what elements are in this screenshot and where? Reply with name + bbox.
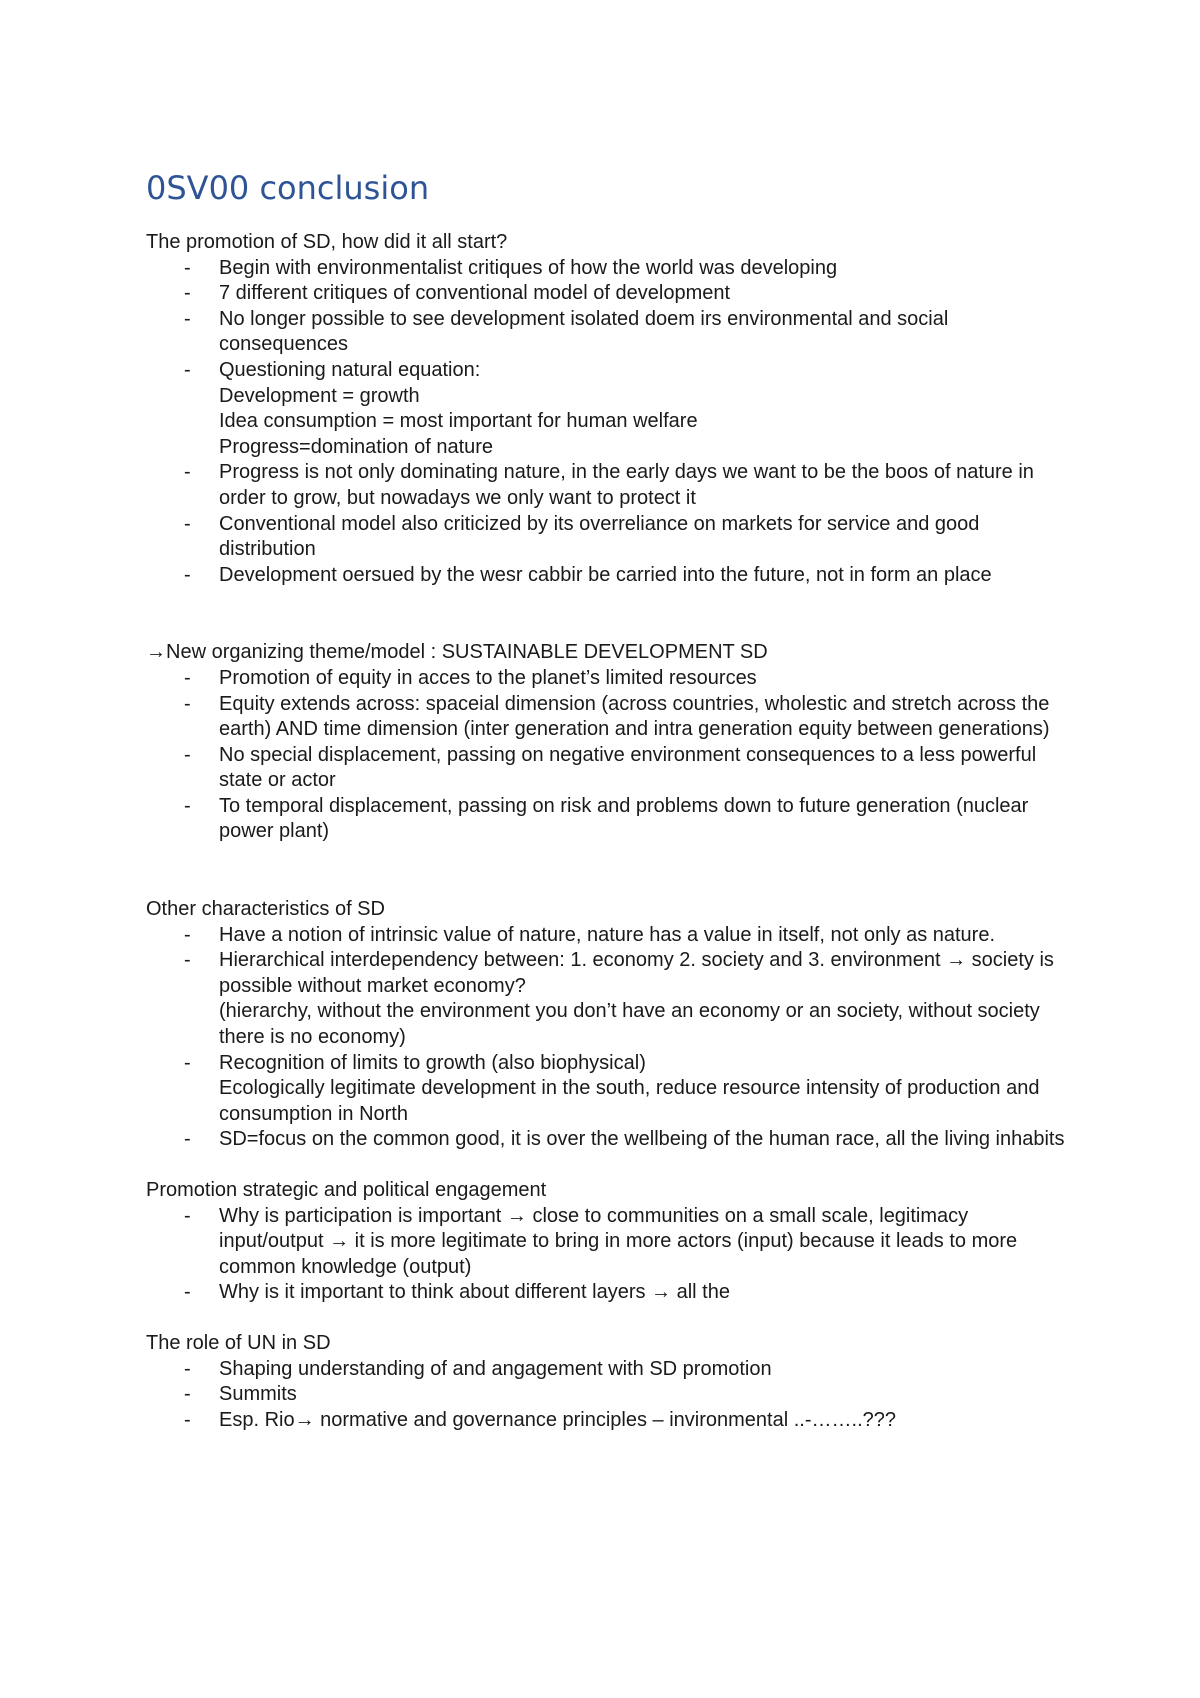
bullet-list [146,1204,1066,1306]
section-spacer [146,1306,1066,1331]
list-item [146,1408,1066,1434]
list-item [146,794,1066,845]
section-1 [146,640,1066,845]
list-item [146,512,1066,563]
list-item [146,1357,1066,1383]
list-item-text: - Have a notion of intrinsic value of nature, nature has a value in itself, not only as nature. [219,923,996,946]
section-spacer [146,588,1066,640]
list-item-text: - Why is participation is important → close to communities on a small scale, legitimacy input/output → it is more legitimate to bring in more actors (input) because it leads to more common knowledge (output) [219,1204,1018,1278]
bullet-list [146,1357,1066,1434]
list-item [146,1051,1066,1128]
list-item-text: - Equity extends across: spaceial dimension (across countries, wholestic and stretch across the earth) AND time dimension (inter generation and intra generation equity between generations) [219,692,1050,741]
section-2 [146,897,1066,1153]
list-item-text: (hierarchy, without the environment you don’t have an economy or an society, without society there is no economy) [219,1000,1040,1049]
section-heading: →New organizing theme/model : SUSTAINABLE DEVELOPMENT SD [146,641,768,664]
list-item-text: - Esp. Rio→ normative and governance principles – invironmental ..-……..??? [219,1408,896,1431]
document-body [146,168,1066,1433]
bullet-list [146,666,1066,845]
list-item [146,692,1066,743]
section-spacer [146,1153,1066,1178]
list-item [146,1127,1066,1153]
list-item [146,1280,1066,1306]
list-item-text: - Progress is not only dominating nature, in the early days we want to be the boos of nature in order to grow, but nowadays we only want to protect it [219,461,1034,509]
list-item [146,460,1066,511]
list-item [146,358,1066,460]
list-item-text: Development = growth [219,384,420,407]
list-item-text: - Promotion of equity in acces to the planet’s limited resources [219,666,757,689]
section-heading: Promotion strategic and political engagement [146,1179,547,1201]
section-3 [146,1178,1066,1306]
bullet-list [146,923,1066,1153]
list-item [146,256,1066,282]
list-item-text: - Development oersued by the wesr cabbir be carried into the future, not in form an place [219,563,992,586]
bullet-list [146,256,1066,589]
list-item-text: - Hierarchical interdependency between: 1. economy 2. society and 3. environment → society is possible without market economy? [219,949,1054,997]
list-item-text: - To temporal displacement, passing on risk and problems down to future generation (nuclear power plant) [219,794,1029,843]
section-0 [146,230,1066,588]
list-item [146,1382,1066,1408]
list-item-text: - Conventional model also criticized by its overreliance on markets for service and good distribution [219,512,980,561]
list-item-text: Progress=domination of nature [219,435,494,458]
list-item-text: - Shaping understanding of and angagement with SD promotion [219,1357,772,1380]
list-item-text: - Begin with environmentalist critiques of how the world was developing [219,256,838,279]
list-item [146,923,1066,949]
page-title: 0SV00 conclusion [146,169,430,207]
section-heading: The promotion of SD, how did it all start? [146,231,508,253]
list-item [146,281,1066,307]
list-item [146,666,1066,692]
list-item-text: Ecologically legitimate development in the south, reduce resource intensity of production and consumption in North [219,1077,1040,1125]
list-item [146,1204,1066,1281]
list-item-text: - SD=focus on the common good, it is over the wellbeing of the human race, all the living inhabits [219,1128,1065,1151]
list-item-text: - 7 different critiques of conventional model of development [219,282,731,305]
list-item-text: Idea consumption = most important for human welfare [219,410,698,433]
section-heading: Other characteristics of SD [146,898,385,921]
section-4 [146,1331,1066,1433]
section-heading: The role of UN in SD [146,1331,331,1354]
list-item-text: - Summits [219,1383,297,1406]
list-item-text: - No special displacement, passing on negative environment consequences to a less powerful state or actor [219,743,1037,792]
list-item-text: - Recognition of limits to growth (also biophysical) [219,1051,646,1074]
list-item-text: - Why is it important to think about different layers → all the [219,1281,730,1304]
section-spacer [146,845,1066,897]
list-item [146,948,1066,1050]
list-item [146,563,1066,589]
sections-container [146,230,1066,1433]
list-item-text: - Questioning natural equation: [219,358,481,381]
list-item [146,307,1066,358]
list-item [146,743,1066,794]
list-item-text: - No longer possible to see development isolated doem irs environmental and social consequences [219,307,949,356]
